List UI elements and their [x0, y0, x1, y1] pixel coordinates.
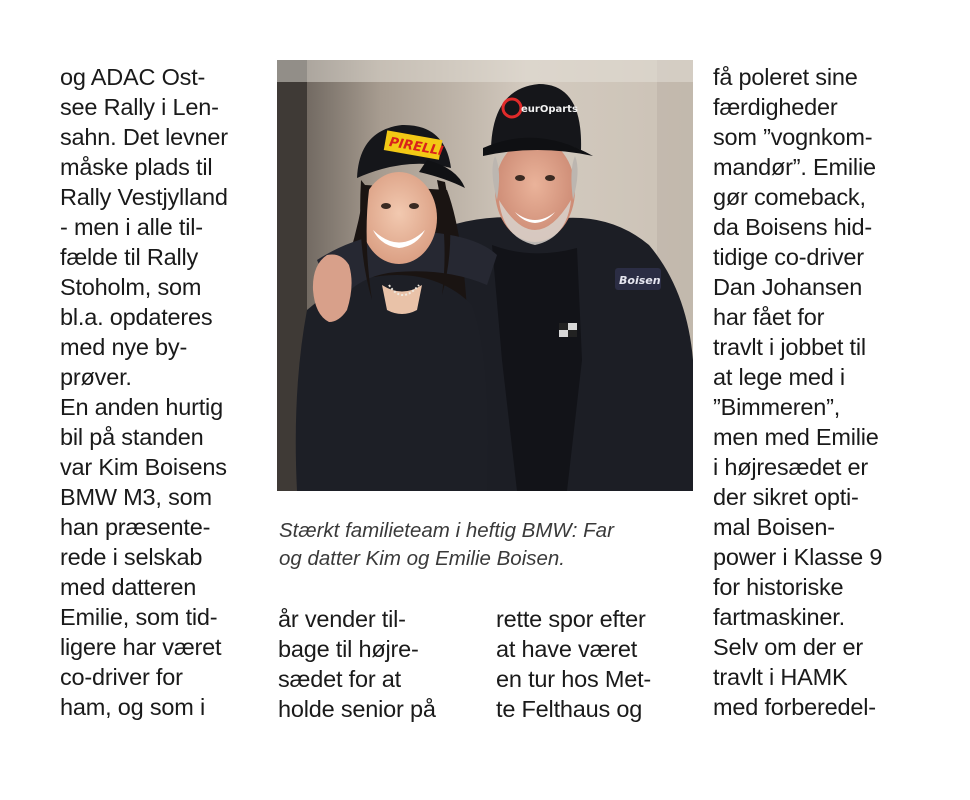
photo-caption: Stærkt familieteam i heftig BMW: Far og datter Kim og Emilie Boisen.: [279, 519, 614, 570]
boisen-logo-icon: [615, 268, 661, 290]
woman-face: [361, 172, 437, 264]
article-column-4: få poleret sine færdigheder som ”vognkom- mandør”. Emilie gør comeback, da Boisens hid- tidige co-driver Dan Johansen har fået for travlt i jobbet til at lege med i ”Bimmeren”, men med Emilie i højresædet er der sikret opti- mal Boisen- power i Klasse 9 for historiske fartmaskiner. Selv om der er travlt i HAMK med forberedel-: [713, 64, 883, 720]
article-column-3: rette spor efter at have været en tur hos Met- te Felthaus og: [496, 606, 652, 722]
svg-text:Boisen: Boisen: [619, 274, 661, 287]
article-column-1: og ADAC Ost- see Rally i Len- sahn. Det levner måske plads til Rally Vestjylland - men i alle til- fælde til Rally Stoholm, som bl.a. opdateres med nye by- prøver. En anden hurtig bil på standen var Kim Boisens BMW M3, som han præsente- rede i selskab med datteren Emilie, som tid- ligere har været co-driver for ham, og som i: [60, 64, 228, 720]
svg-text:PIRELLI: PIRELLI: [387, 134, 445, 160]
svg-text:eurOparts: eurOparts: [521, 104, 578, 115]
article-photo: [277, 60, 693, 491]
man-face: [495, 138, 575, 242]
article-column-2: år vender til- bage til højre- sædet for at holde senior på: [278, 606, 436, 722]
